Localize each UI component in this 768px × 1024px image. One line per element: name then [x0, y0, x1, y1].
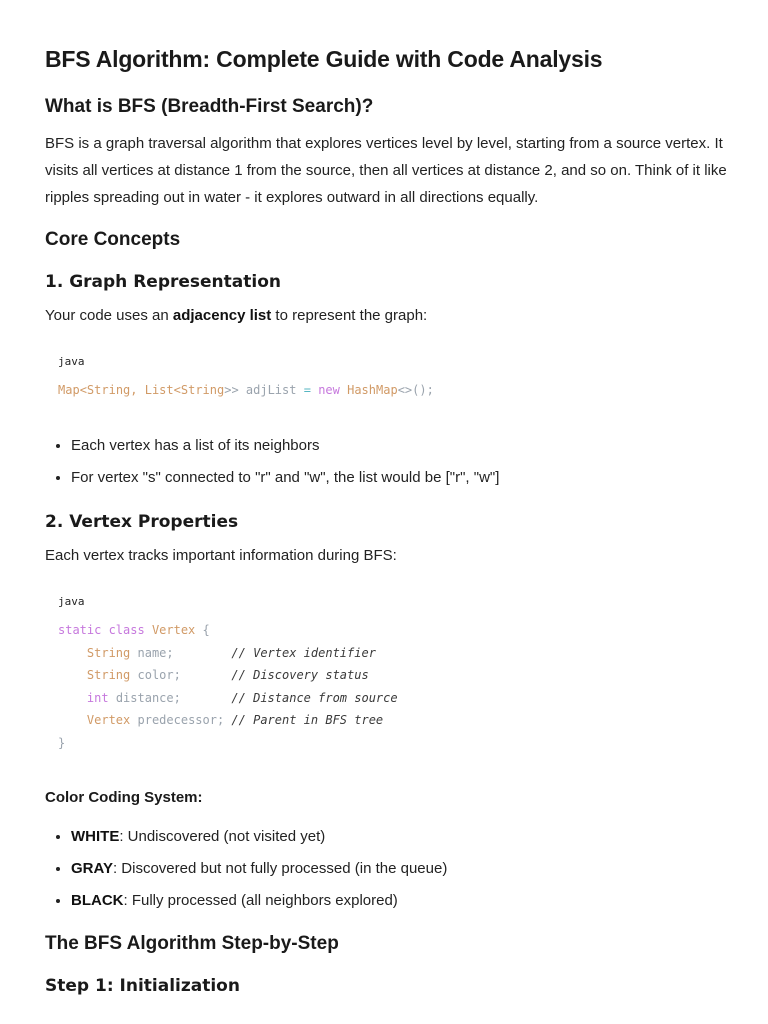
code-token: <>();: [397, 383, 434, 397]
code-token: distance;: [108, 690, 181, 705]
bold-term: GRAY: [71, 860, 113, 877]
list-item-black: [71, 891, 728, 911]
code-token: String: [180, 383, 225, 397]
code-token: <: [79, 383, 87, 397]
list-item: • Each vertex has a list of its neighbors: [71, 436, 728, 456]
code-token: static class: [58, 623, 145, 637]
bold-term: adjacency list: [172, 307, 272, 324]
code-block-vertex: [58, 595, 728, 754]
code-token: String: [86, 383, 131, 397]
code-token: String: [86, 668, 131, 682]
code-token: HashMap: [347, 383, 398, 397]
heading-core-concepts: Core Concepts: [45, 229, 181, 250]
heading-vertex-properties: 2. Vertex Properties: [45, 512, 239, 532]
text-segment: : Discovered but not fully processed (in the queue): [112, 860, 448, 877]
list-adjacency-notes: [45, 436, 728, 488]
page-title: BFS Algorithm: Complete Guide with Code Analysis: [45, 46, 603, 72]
code-comment: // Vertex identifier: [231, 645, 376, 660]
code-token: List: [144, 383, 174, 397]
heading-color-coding: Color Coding System:: [45, 789, 203, 806]
code-language-label: java: [58, 595, 85, 608]
code-block-adjlist: [58, 355, 728, 402]
code-token: [174, 646, 232, 660]
code-token: <: [173, 383, 181, 397]
heading-graph-representation: 1. Graph Representation: [45, 272, 281, 292]
code-vertex-class: [58, 619, 728, 754]
code-token: >> adjList: [224, 383, 304, 397]
code-token: int: [86, 690, 109, 705]
code-token: new: [318, 383, 340, 397]
code-language-label: java: [58, 355, 85, 368]
list-item-gray: [71, 859, 728, 879]
code-token: Map: [58, 383, 80, 397]
code-token: [181, 668, 232, 682]
code-token: Vertex: [151, 623, 196, 637]
bold-term: WHITE: [71, 828, 120, 845]
code-adjlist: [58, 379, 728, 402]
code-token: name;: [130, 645, 174, 660]
code-comment: // Parent in BFS tree: [231, 713, 384, 727]
paragraph-adjacency-intro: [45, 302, 728, 329]
text-segment: Your code uses an: [45, 307, 173, 324]
code-comment: // Discovery status: [231, 668, 369, 682]
code-comment: // Distance from source: [231, 690, 398, 705]
list-item: • For vertex "s" connected to "r" and "w", the list would be ["r", "w"]: [71, 468, 728, 488]
paragraph-bfs-description: BFS is a graph traversal algorithm that explores vertices level by level, starting from a source vertex. It visits all vertices at distance 1 from the source, then all vertices at distance 2, and so on. Think of it like ripples spreading out in water - it explores outward in all directions equally.: [45, 135, 727, 206]
code-token: ,: [130, 383, 145, 397]
code-token: =: [303, 383, 311, 397]
code-token: [181, 691, 232, 705]
code-token: Vertex: [86, 713, 131, 727]
text-segment: to represent the graph:: [271, 307, 428, 324]
text-segment: : Fully processed (all neighbors explored): [123, 892, 398, 909]
code-token: String: [86, 645, 131, 660]
heading-step-1: Step 1: Initialization: [45, 976, 240, 996]
code-token: }: [58, 735, 66, 750]
list-color-coding: [45, 827, 728, 911]
code-token: {: [195, 623, 210, 637]
paragraph-vertex-intro: Each vertex tracks important information during BFS:: [45, 547, 397, 564]
text-segment: : Undiscovered (not visited yet): [119, 828, 326, 845]
list-item-white: [71, 827, 728, 847]
code-token: color;: [130, 668, 181, 682]
code-token: predecessor;: [130, 713, 225, 727]
heading-bfs-steps: The BFS Algorithm Step-by-Step: [45, 933, 339, 954]
heading-what-is-bfs: What is BFS (Breadth-First Search)?: [45, 96, 374, 117]
bold-term: BLACK: [71, 892, 124, 909]
